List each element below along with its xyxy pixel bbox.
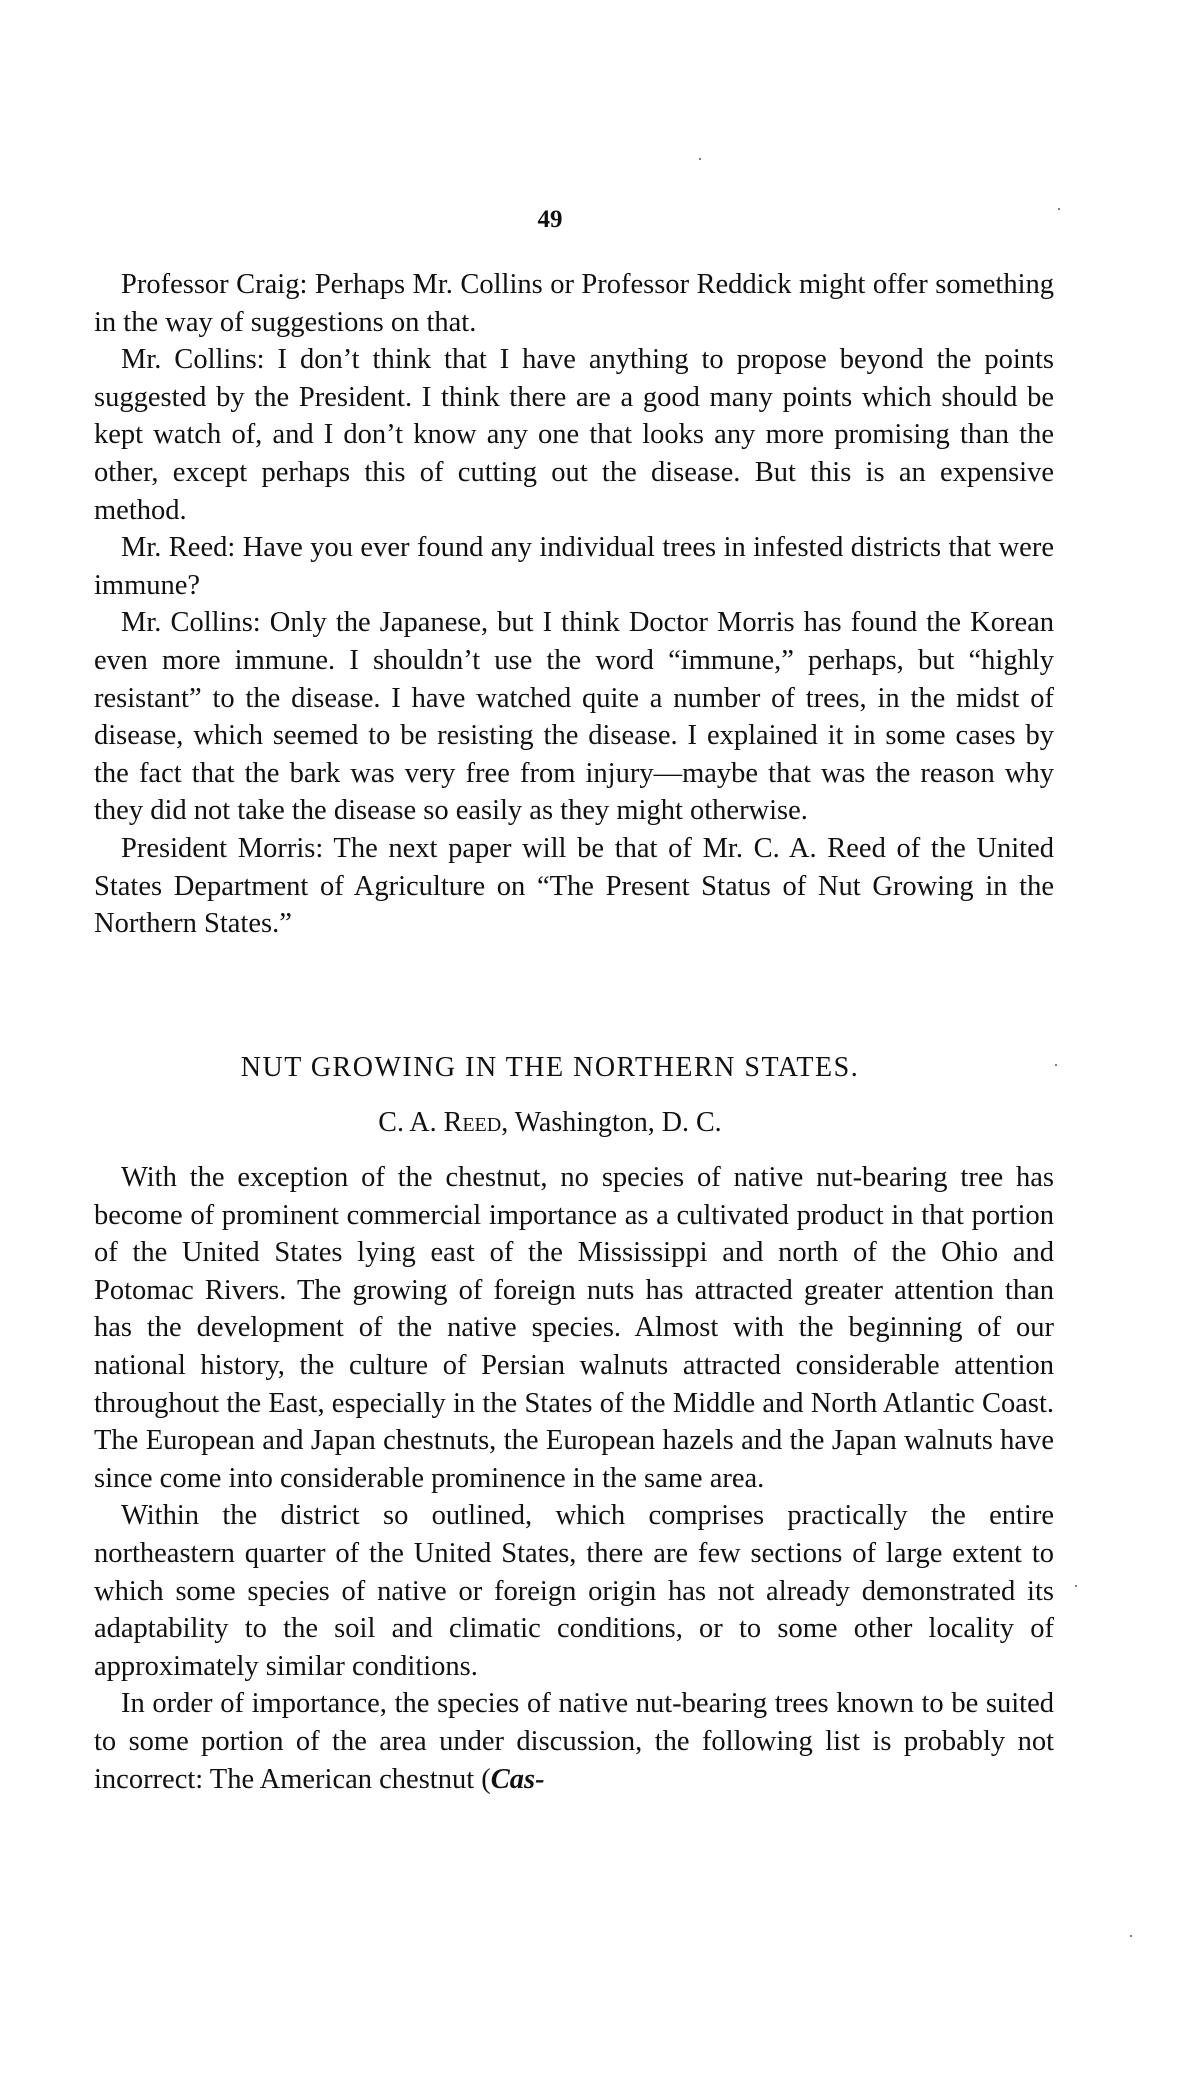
article-paragraph-text: In order of importance, the species of native nut-bearing trees known to be suited to some portion of the area under discussion, the following list is probably not incorrect: The American chestnut ( bbox=[94, 1688, 1054, 1795]
scan-speck bbox=[1075, 1585, 1077, 1587]
byline-initials: C. A. bbox=[378, 1107, 437, 1138]
speaker-name: Professor Craig: bbox=[121, 269, 308, 300]
dialogue-paragraph bbox=[94, 266, 1054, 341]
genus-name-fragment: Cas- bbox=[490, 1763, 545, 1795]
article-heading: NUT GROWING IN THE NORTHERN STATES. bbox=[240, 1052, 860, 1083]
byline-author: Reed bbox=[443, 1107, 502, 1138]
dialogue-text: Only the Japanese, but I think Doctor Morris has found the Korean even more immune. I shouldn’t use the word “immune,” perhaps, but “highly resistant” to the disease. I have watched quite a number of trees, in the midst of disease, which seemed to be resisting the disease. I explained it in some cases by the fact that the bark was very free from injury—maybe that was the reason why they did not take the disease so easily as they might otherwise. bbox=[94, 607, 1054, 827]
article-paragraph: Within the district so outlined, which comprises practically the entire northeastern quarter of the United States, there are few sections of large extent to which some species of native or foreign origin has not already demonstrated its adaptability to the soil and climatic conditions, or to some other locality of approximately similar conditions. bbox=[94, 1500, 1054, 1682]
speaker-name: Mr. Collins: bbox=[121, 344, 265, 376]
speaker-name: Mr. Collins: bbox=[121, 607, 261, 639]
dialogue-text: The next paper will be that of Mr. C. A. Reed of the United States Department of Agriculture on “The Present Status of Nut Growing in the Northern States.” bbox=[94, 832, 1054, 940]
scan-speck bbox=[1130, 1935, 1132, 1937]
article-byline bbox=[0, 1105, 1100, 1141]
byline-place: , Washington, D. C. bbox=[501, 1107, 722, 1138]
scan-speck bbox=[699, 158, 701, 160]
dialogue-paragraph bbox=[94, 604, 1054, 830]
scan-speck bbox=[1055, 1064, 1057, 1066]
page-number: 49 bbox=[537, 206, 563, 233]
dialogue-text: I don’t think that I have anything to propose beyond the points suggested by the President. I think there are a good many points which should be kept watch of, and I don’t know any one that looks any more promising than the other, except perhaps this of cutting out the disease. But this is an expensive method. bbox=[94, 344, 1055, 526]
dialogue-section bbox=[94, 266, 1054, 943]
dialogue-paragraph bbox=[94, 529, 1054, 604]
dialogue-text: Have you ever found any individual trees in infested districts that were immune? bbox=[94, 532, 1054, 601]
speaker-name: President Morris: bbox=[121, 832, 324, 864]
speaker-name: Mr. Reed: bbox=[121, 532, 236, 564]
dialogue-paragraph bbox=[94, 341, 1054, 529]
article-paragraph: With the exception of the chestnut, no species of native nut-bearing tree has become of prominent commercial importance as a cultivated product in that portion of the United States lying east of the Mississippi and north of the Ohio and Potomac Rivers. The growing of foreign nuts has attracted greater attention than has the development of the native species. Almost with the beginning of our national history, the culture of Persian walnuts attracted considerable attention throughout the East, especially in the States of the Middle and North Atlantic Coast. The European and Japan chestnuts, the European hazels and the Japan walnuts have since come into considerable prominence in the same area. bbox=[94, 1162, 1054, 1494]
article-paragraph bbox=[94, 1685, 1054, 1798]
scan-speck bbox=[1058, 208, 1060, 210]
article-body bbox=[94, 1159, 1054, 1798]
dialogue-text: Perhaps Mr. Collins or Professor Reddick might offer something in the way of suggestions on that. bbox=[94, 269, 1055, 338]
dialogue-paragraph bbox=[94, 830, 1054, 943]
